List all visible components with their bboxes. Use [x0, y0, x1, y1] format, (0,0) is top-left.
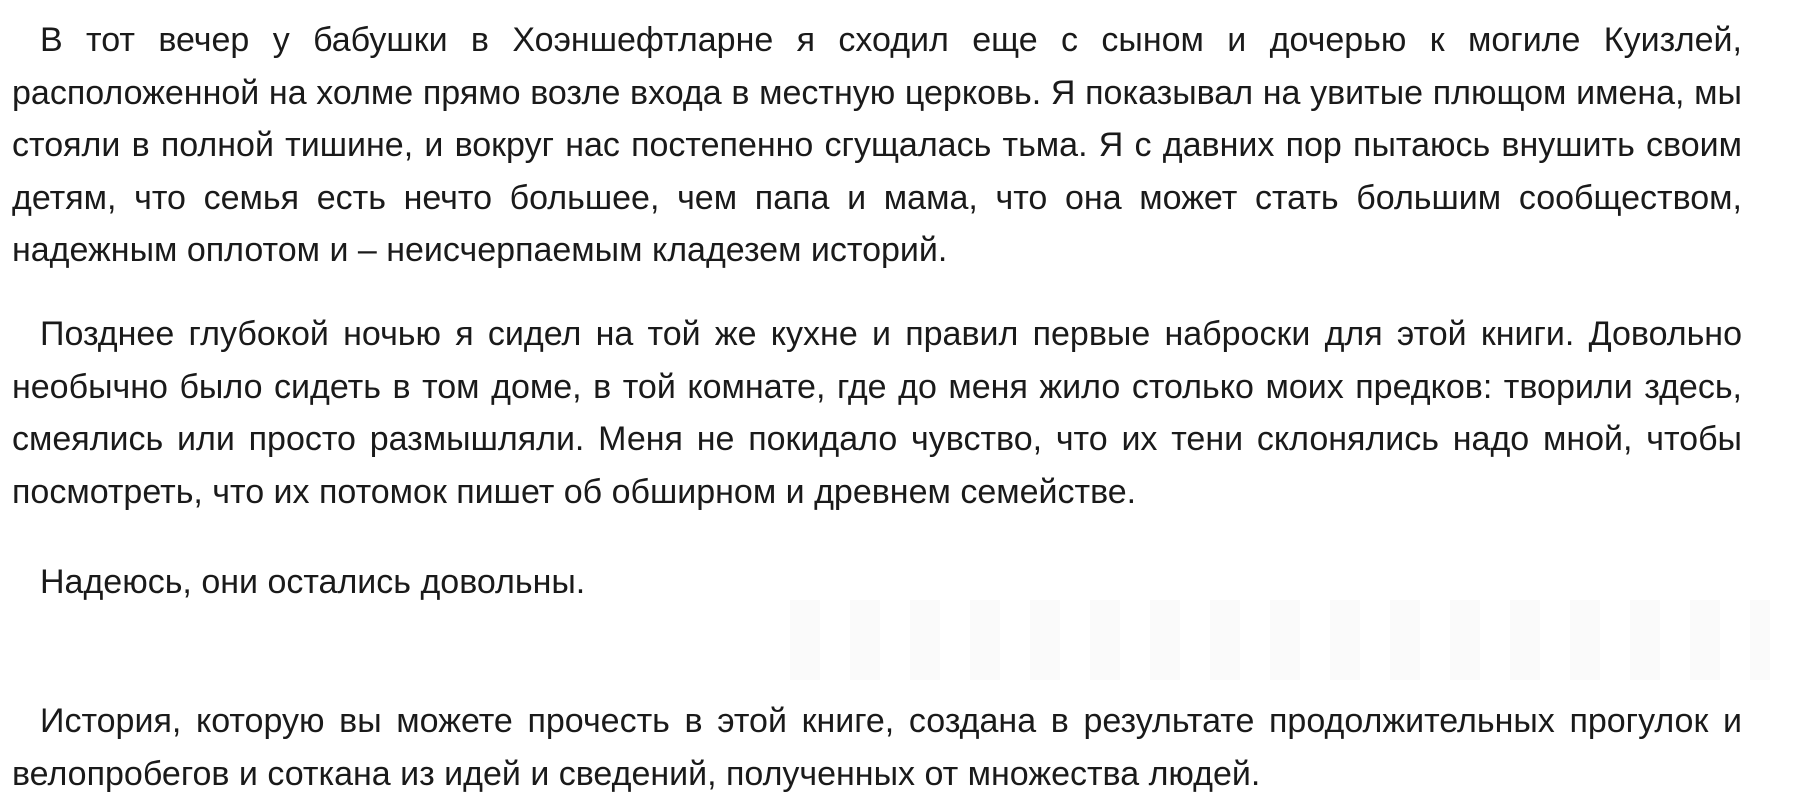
paragraph-hope-satisfied: Надеюсь, они остались довольны.: [40, 563, 586, 601]
paragraph-grandmother-evening: В тот вечер у бабушки в Хоэншефтларне я сходил еще с сыном и дочерью к могиле Куизлей, расположенной на холме прямо возле входа в местную церковь. Я показывал на увитые плющом имена, мы стояли в полной тишине, и вокруг нас постепенно сгущалась тьма. Я с давних пор пытаюсь внушить своим детям, что семья есть нечто большее, чем папа и мама, что она может стать большим сообществом, надежным оплотом и – неисчерпаемым кладезем историй.: [12, 21, 1742, 269]
faint-watermark: [790, 600, 1770, 680]
paragraph-late-night-kitchen: Позднее глубокой ночью я сидел на той же кухне и правил первые наброски для этой книги. Довольно необычно было сидеть в том доме, в той комнате, где до меня жило столько моих предков: творили здесь, смеялись или просто размышляли. Меня не покидало чувство, что их тени склонялись надо мной, чтобы посмотреть, что их потомок пишет об обширном и древнем семействе.: [12, 315, 1742, 511]
paragraph-book-origin: История, которую вы можете прочесть в этой книге, создана в результате продолжительных прогулок и велопробегов и соткана из идей и сведений, полученных от множества людей.: [12, 702, 1742, 793]
